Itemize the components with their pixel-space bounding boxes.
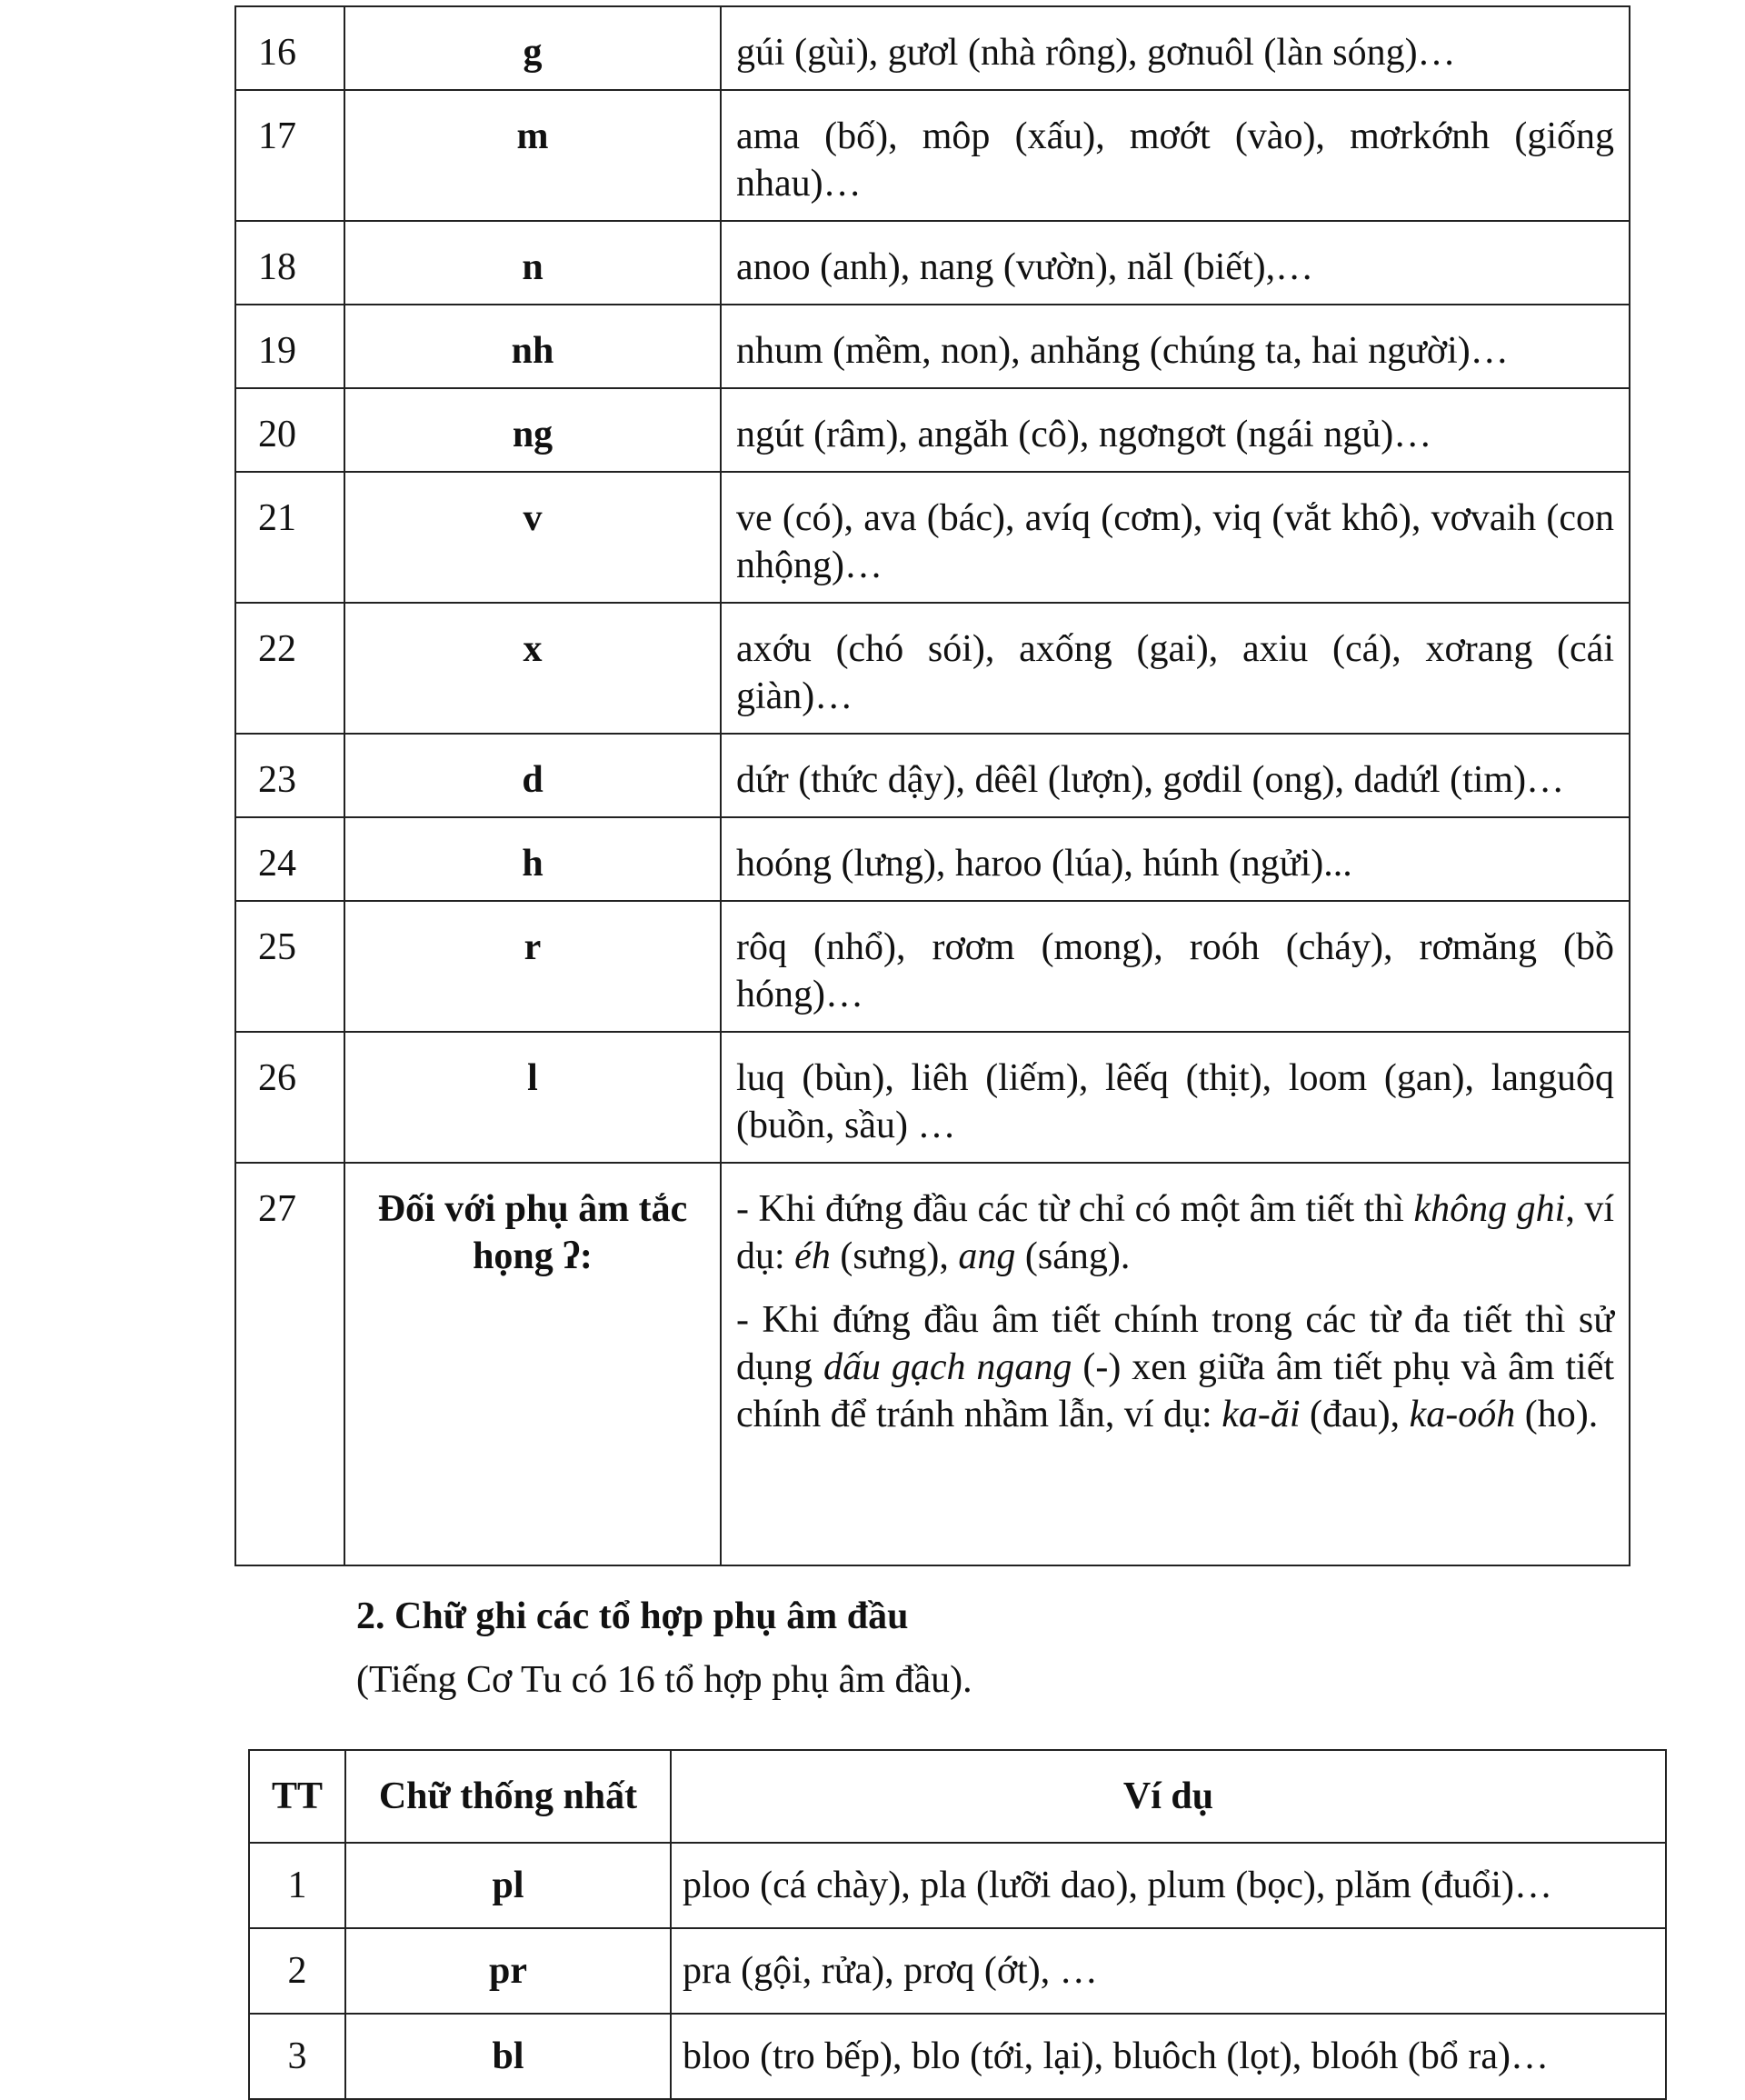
table-header-row	[249, 1750, 1666, 1843]
letter-cell: v	[344, 472, 721, 603]
table-row	[235, 603, 1630, 734]
letter-cell: g	[344, 6, 721, 90]
rule-emphasis: dấu gạch ngang	[823, 1346, 1072, 1388]
letter-cell: ng	[344, 388, 721, 472]
row-number: 1	[249, 1843, 345, 1928]
section-note: (Tiếng Cơ Tu có 16 tổ hợp phụ âm đầu).	[356, 1659, 972, 1701]
examples-cell: bloo (tro bếp), blo (tới, lại), bluôch (lọt), bloóh (bổ ra)…	[671, 2014, 1666, 2099]
table-row	[235, 901, 1630, 1032]
row-number: 19	[235, 305, 344, 388]
column-header-examples: Ví dụ	[671, 1750, 1666, 1843]
table-row	[235, 1032, 1630, 1163]
example-word: ka-oóh	[1409, 1394, 1516, 1435]
row-number: 21	[235, 472, 344, 603]
examples-cell: axớu (chó sói), axống (gai), axiu (cá), xơrang (cái giàn)…	[721, 603, 1630, 734]
rule-paragraph-2	[736, 1296, 1614, 1438]
rule-emphasis: không ghi	[1413, 1188, 1566, 1230]
table-row	[235, 221, 1630, 305]
row-number: 17	[235, 90, 344, 221]
table-row	[235, 472, 1630, 603]
rule-text: (đau),	[1300, 1394, 1410, 1435]
rule-text: , ví dụ:	[736, 1188, 1614, 1277]
row-number: 27	[235, 1163, 344, 1565]
table-row-glottal-stop	[235, 1163, 1630, 1565]
consonant-table	[234, 5, 1630, 1566]
examples-cell: ama (bố), môp (xấu), mơớt (vào), mơrkớnh (giống nhau)…	[721, 90, 1630, 221]
table-row	[235, 817, 1630, 901]
examples-cell: nhum (mềm, non), anhăng (chúng ta, hai người)…	[721, 305, 1630, 388]
examples-cell: rôq (nhổ), rơơm (mong), roóh (cháy), rơmăng (bồ hóng)…	[721, 901, 1630, 1032]
letter-cell: bl	[345, 2014, 671, 2099]
column-header-no: TT	[249, 1750, 345, 1843]
row-number: 24	[235, 817, 344, 901]
row-number: 3	[249, 2014, 345, 2099]
examples-cell: gúi (gùi), gươl (nhà rông), gơnuôl (làn sóng)…	[721, 6, 1630, 90]
consonant-cluster-table	[248, 1749, 1667, 2100]
rule-paragraph-1	[736, 1185, 1614, 1280]
letter-cell: h	[344, 817, 721, 901]
letter-cell: m	[344, 90, 721, 221]
letter-cell: x	[344, 603, 721, 734]
table-row	[235, 90, 1630, 221]
table-row	[249, 1928, 1666, 2014]
rule-text: (sưng),	[830, 1235, 959, 1277]
letter-cell: d	[344, 734, 721, 817]
row-number: 26	[235, 1032, 344, 1163]
table-row	[235, 305, 1630, 388]
section-title: 2. Chữ ghi các tổ hợp phụ âm đầu	[356, 1595, 909, 1637]
examples-cell: ve (có), ava (bác), avíq (cơm), viq (vắt khô), vơvaih (con nhộng)…	[721, 472, 1630, 603]
letter-cell: pr	[345, 1928, 671, 2014]
row-number: 2	[249, 1928, 345, 2014]
examples-cell: anoo (anh), nang (vườn), năl (biết),…	[721, 221, 1630, 305]
rule-text: - Khi đứng đầu âm tiết chính trong các từ đa tiết thì sử dụng	[736, 1299, 1614, 1388]
table-row	[249, 1843, 1666, 1928]
letter-cell: nh	[344, 305, 721, 388]
row-number: 23	[235, 734, 344, 817]
examples-cell: luq (bùn), liêh (liếm), lêếq (thịt), loom (gan), languôq (buồn, sầu) …	[721, 1032, 1630, 1163]
letter-cell: n	[344, 221, 721, 305]
letter-cell: pl	[345, 1843, 671, 1928]
table-row	[235, 6, 1630, 90]
examples-cell: ngút (râm), angăh (cô), ngơngơt (ngái ngủ)…	[721, 388, 1630, 472]
row-number: 20	[235, 388, 344, 472]
rule-text: - Khi đứng đầu các từ chỉ có một âm tiết thì	[736, 1188, 1414, 1230]
examples-cell	[721, 1163, 1630, 1565]
example-word: ka-ăi	[1222, 1394, 1301, 1435]
rule-text: (ho).	[1515, 1394, 1599, 1435]
examples-cell: hoóng (lưng), haroo (lúa), húnh (ngửi)...	[721, 817, 1630, 901]
table-row	[235, 734, 1630, 817]
examples-cell: ploo (cá chày), pla (lưỡi dao), plum (bọc), plăm (đuổi)…	[671, 1843, 1666, 1928]
row-number: 22	[235, 603, 344, 734]
row-number: 25	[235, 901, 344, 1032]
letter-cell: r	[344, 901, 721, 1032]
example-word: ang	[958, 1235, 1016, 1277]
table-row	[249, 2014, 1666, 2099]
column-header-letter: Chữ thống nhất	[345, 1750, 671, 1843]
rule-text: (sáng).	[1015, 1235, 1131, 1277]
examples-cell: pra (gội, rửa), prơq (ớt), …	[671, 1928, 1666, 2014]
letter-cell: Đối với phụ âm tắc họng ʔ:	[344, 1163, 721, 1565]
letter-cell: l	[344, 1032, 721, 1163]
example-word: éh	[794, 1235, 831, 1277]
row-number: 18	[235, 221, 344, 305]
rule-text: (-) xen giữa âm tiết phụ và âm tiết chính để tránh nhầm lẫn, ví dụ:	[736, 1346, 1615, 1435]
row-number: 16	[235, 6, 344, 90]
examples-cell: dứr (thức dậy), dêêl (lượn), gơdil (ong), dadứl (tim)…	[721, 734, 1630, 817]
table-row	[235, 388, 1630, 472]
